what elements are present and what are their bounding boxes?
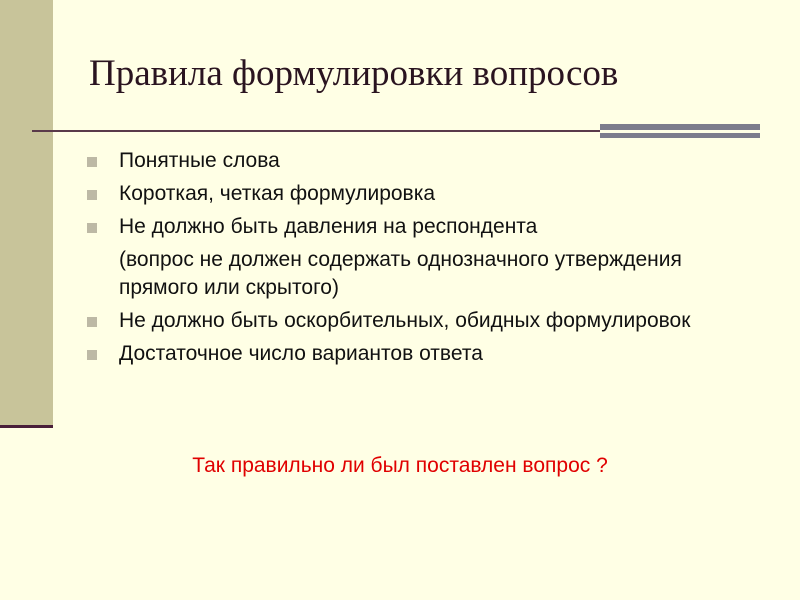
square-bullet-icon [87,223,97,233]
closing-question: Так правильно ли был поставлен вопрос ? [192,454,608,477]
bullet-text: Не должно быть давления на респондента [119,215,538,238]
bullet-item [84,180,764,208]
bullet-item [84,213,764,241]
square-bullet-icon [87,190,97,200]
square-bullet-icon [87,350,97,360]
bullet-text: Понятные слова [119,149,280,172]
accent-stripe-top [600,124,760,130]
bullet-item [84,340,764,368]
square-bullet-icon [87,157,97,167]
bullet-text: Достаточное число вариантов ответа [119,342,483,365]
left-decorative-bar [0,0,53,428]
bullet-item [84,307,764,335]
bullet-text: Не должно быть оскорбительных, обидных формулировок [119,309,691,332]
left-bar-bottom-rule [0,425,53,428]
bullet-text: (вопрос не должен содержать однозначного утверждения прямого или скрытого) [119,248,682,299]
bullet-text: Короткая, четкая формулировка [119,182,436,205]
accent-stripe-bottom [600,133,760,138]
slide-title: Правила формулировки вопросов [89,53,619,94]
bullet-list [84,147,764,373]
title-divider-line [32,130,600,132]
accent-stripes [600,124,760,138]
square-bullet-icon [87,317,97,327]
bullet-item [84,147,764,175]
bullet-continuation [84,246,764,302]
